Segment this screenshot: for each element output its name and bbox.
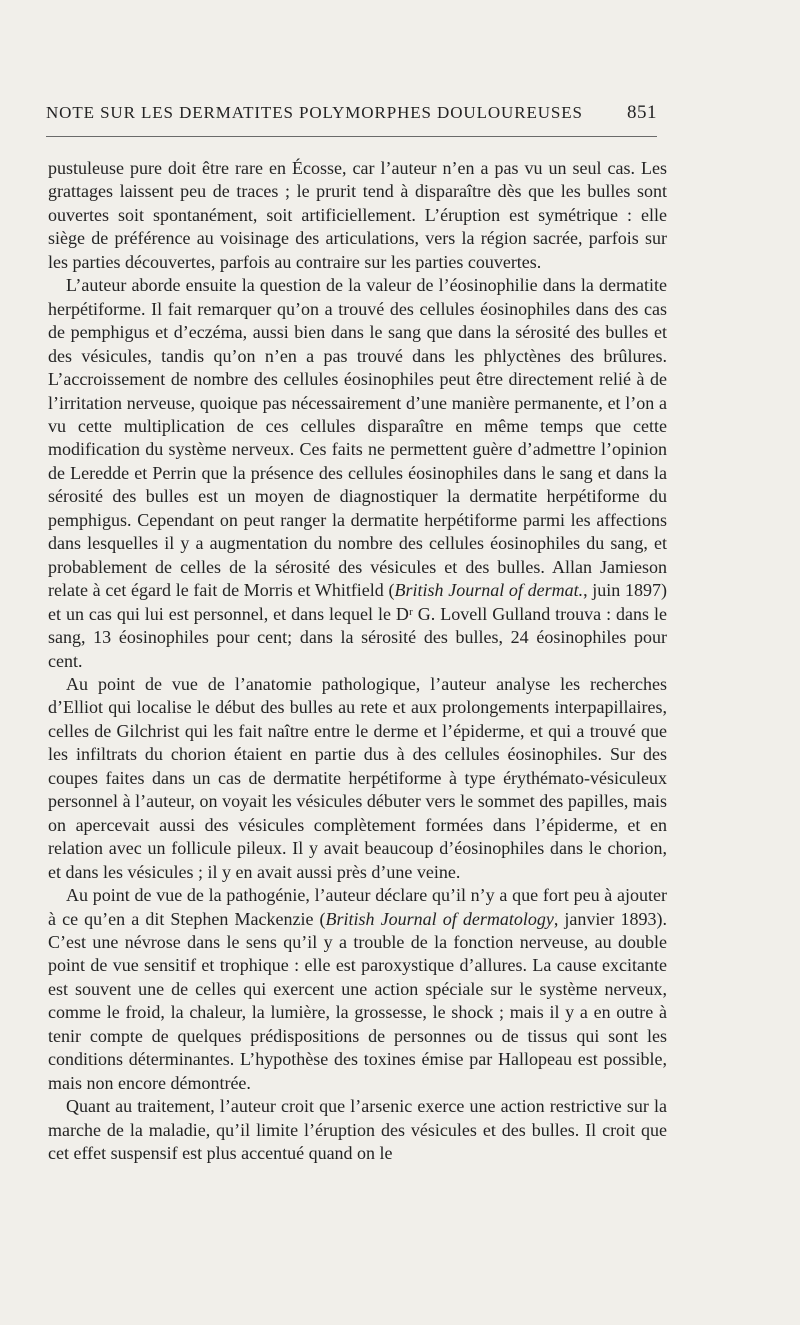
paragraph-eosinophilie <box>48 274 667 673</box>
journal-citation: British Journal of dermatology <box>325 908 554 929</box>
paragraph-text: , janvier 1893). C’est une névrose dans le sens qu’il y a trouble de la fonction nerveuse, au double point de vue sensitif et trophique : elle est paroxystique d’allures. La cause excitante est souvent une de celles qui exercent une action spéciale sur le système nerveux, comme le froid, la chaleur, la lumière, la grossesse, le shock ; mais il y a en outre à tenir compte de quelques prédispositions de personnes ou de tissus qui sont les conditions déterminantes. L’hypothèse des toxines émise par Hallopeau est possible, mais non encore démontrée. <box>48 908 667 1093</box>
page-number: 851 <box>627 102 657 123</box>
body-text <box>48 157 667 1165</box>
running-header <box>46 102 657 124</box>
paragraph-text: Au point de vue de la pathogénie, l’auteur déclare qu’il n’y a que fort peu à ajouter à ce qu’en a dit Stephen Mackenzie ( <box>48 885 667 929</box>
paragraph-traitement: Quant au traitement, l’auteur croit que l’arsenic exerce une action restrictive sur la marche de la maladie, qu’il limite l’éruption des vésicules et des bulles. Il croit que cet effet suspensif est plus accentué quand on le <box>48 1096 667 1164</box>
paragraph-text: L’auteur aborde ensuite la question de la valeur de l’éosinophilie dans la dermatite herpétiforme. Il fait remarquer qu’on a trouvé des cellules éosinophiles dans des cas de pemphigus et d’eczéma, aussi bien dans le sang que dans la sérosité des bulles et des vésicules, tandis qu’on n’en a pas trouvé dans les phlyctènes des brûlures. L’accroissement de nombre des cellules éosinophiles peut être directement relié à de l’irritation nerveuse, quoique pas nécessairement d’une manière permanente, et l’on a vu cette multiplication de ces cellules disparaître en même temps que cette modification du système nerveux. Ces faits ne permettent guère d’admettre l’opinion de Leredde et Perrin que la présence des cellules éosinophiles dans le sang et dans la sérosité des bulles est un moyen de diagnostiquer la dermatite herpétiforme du pemphigus. Cependant on peut ranger la dermatite herpétiforme parmi les affections dans lesquelles il y a augmentation du nombre des cellules éosinophiles du sang, et probablement de celles de la sérosité des vésicules et des bulles. Allan Jamieson relate à cet égard le fait de Morris et Whitfield ( <box>48 275 667 601</box>
header-rule <box>46 136 657 137</box>
running-title: NOTE SUR LES DERMATITES POLYMORPHES DOULOUREUSES <box>46 103 583 122</box>
paragraph-eruption: pustuleuse pure doit être rare en Écosse, car l’auteur n’en a pas vu un seul cas. Les grattages laissent peu de traces ; le prurit tend à disparaître dès que les bulles sont ouvertes soit spontanément, soit artificiellement. L’éruption est symétrique : elle siège de préférence au voisinage des articulations, vers la région sacrée, parfois sur les parties découvertes, parfois au contraire sur les parties couvertes. <box>48 158 667 272</box>
journal-citation: British Journal of dermat. <box>394 580 584 601</box>
paragraph-anatomie: Au point de vue de l’anatomie pathologique, l’auteur analyse les recherches d’Elliot qui localise le début des bulles au rete et aux prolongements interpapillaires, celles de Gilchrist qui les fait naître entre le derme et l’épiderme, et qui a trouvé que les infiltrats du chorion étaient en partie dus à des cellules éosinophiles. Sur des coupes faites dans un cas de dermatite herpétiforme à type érythémato-vésiculeux personnel à l’auteur, on voyait les vésicules débuter vers le sommet des papilles, mais on apercevait aussi des vésicules complètement formées dans l’épiderme, et en relation avec un follicule pileux. Il y avait beaucoup d’éosinophiles dans le chorion, et dans les vésicules ; il y en avait aussi près d’une veine. <box>48 673 667 882</box>
paragraph-pathogenie <box>48 884 667 1095</box>
paragraph-text: , juin 1897) et un cas qui lui est personnel, et dans lequel le Dʳ G. Lovell Gulland trouva : dans le sang, 13 éosinophiles pour cent; dans la sérosité des bulles, 24 éosinophiles pour cent. <box>48 580 668 671</box>
